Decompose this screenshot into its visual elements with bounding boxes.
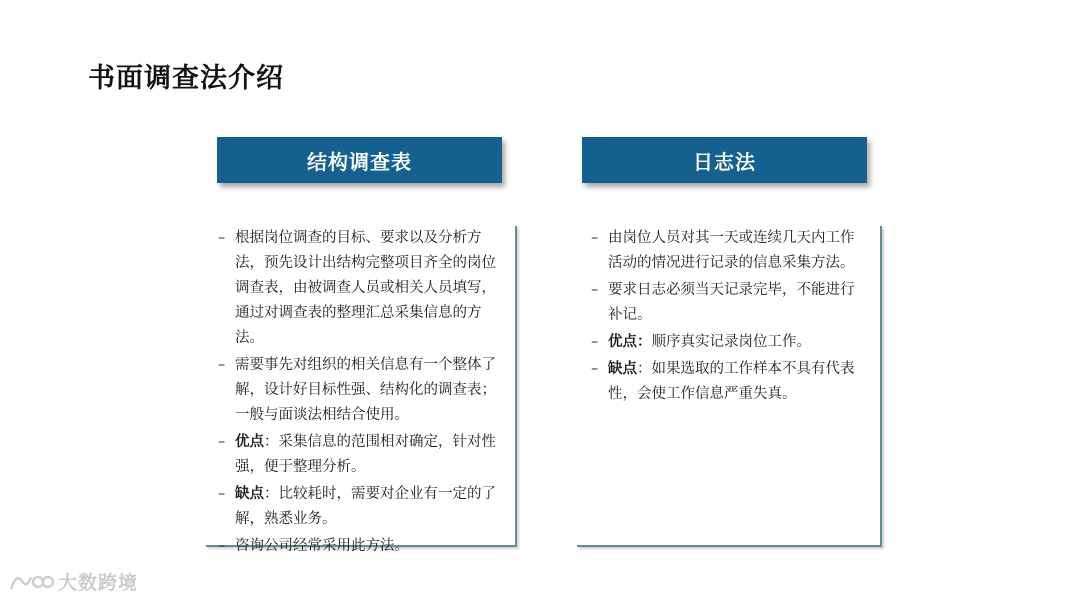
bullet-item: – 根据岗位调查的目标、要求以及分析方法，预先设计出结构完整项目齐全的岗位调查表，由被调查人员或相关人员填写，通过对调查表的整理汇总采集信息的方法。 <box>218 226 503 351</box>
watermark-text: 大数跨境 <box>58 572 139 594</box>
advantage-label: 优点： <box>608 334 652 350</box>
structured-questionnaire-panel <box>206 226 517 554</box>
disadvantage-label: 缺点 <box>235 486 264 502</box>
bullet-item: – 缺点：比较耗时，需要对企业有一定的了解，熟悉业务。 <box>218 482 503 532</box>
bullet-list <box>591 226 868 409</box>
bullet-list <box>218 226 503 561</box>
bullet-item: – 要求日志必须当天记录完毕，不能进行补记。 <box>591 278 868 328</box>
bullet-item: – 优点：顺序真实记录岗位工作。 <box>591 330 868 355</box>
page-title: 书面调查法介绍 <box>88 63 284 94</box>
bullet-item: – 由岗位人员对其一天或连续几天内工作活动的情况进行记录的信息采集方法。 <box>591 226 868 276</box>
bullet-item: – 咨询公司经常采用此方法。 <box>218 534 503 559</box>
diary-method-panel <box>577 226 882 547</box>
watermark <box>8 568 138 595</box>
bullet-item: – 需要事先对组织的相关信息有一个整体了解，设计好目标性强、结构化的调查表；一般与面谈法相结合使用。 <box>218 353 503 428</box>
bullet-item: – 优点：采集信息的范围相对确定，针对性强，便于整理分析。 <box>218 430 503 480</box>
section-header-diary-method: 日志法 <box>582 137 867 183</box>
bullet-item: – 缺点：如果选取的工作样本不具有代表性，会使工作信息严重失真。 <box>591 357 868 407</box>
disadvantage-label: 缺点 <box>608 361 637 377</box>
section-header-structured-questionnaire: 结构调查表 <box>217 137 502 183</box>
advantage-label: 优点 <box>235 434 264 450</box>
brand-logo-icon <box>8 569 54 595</box>
